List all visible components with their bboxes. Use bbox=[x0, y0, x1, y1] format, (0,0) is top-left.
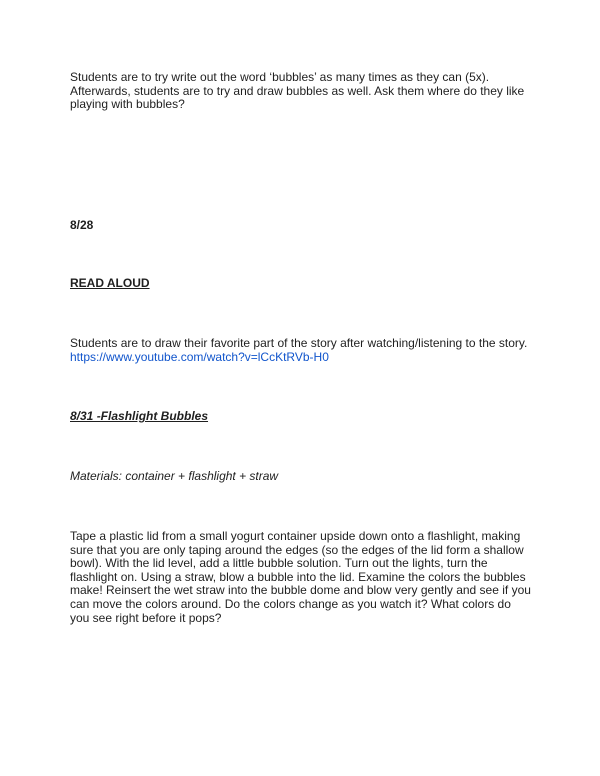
activity-instructions: Tape a plastic lid from a small yogurt container upside down onto a flashlight, making sure that you are only taping around the edges (so the edges of the lid form a shallow bowl). With the lid level, add a little bubble solution. Turn out the lights, turn the flashlight on. Using a straw, blow a bubble into the lid. Examine the colors the bubbles make! Reinsert the wet straw into the bubble dome and blow very gently and see if you can move the colors around. Do the colors change as you watch it? What colors do you see right before it pops? bbox=[70, 529, 531, 625]
activity-heading: 8/31 -Flashlight Bubbles bbox=[70, 409, 209, 423]
video-link[interactable]: https://www.youtube.com/watch?v=lCcKtRVb-H0 bbox=[70, 349, 329, 364]
intro-paragraph: Students are to try write out the word ‘bubbles’ as many times as they can (5x). Afterwards, students are to try and draw bubbles as well. Ask them where do they like playing with bubbles? bbox=[70, 70, 525, 112]
read-aloud-heading: READ ALOUD bbox=[70, 276, 150, 290]
materials-line: Materials: container + flashlight + straw bbox=[70, 469, 279, 483]
draw-paragraph: Students are to draw their favorite part of the story after watching/listening to the story. bbox=[70, 336, 528, 350]
draw-instructions bbox=[70, 337, 540, 364]
date-label: 8/28 bbox=[70, 218, 94, 232]
